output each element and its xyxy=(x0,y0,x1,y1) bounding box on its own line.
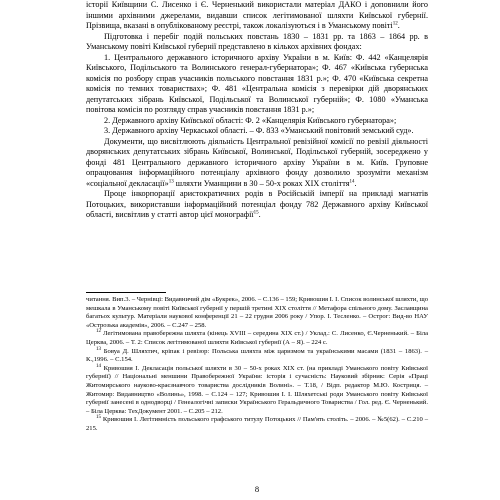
footnote-number: 15 xyxy=(96,415,101,421)
footnote-11-continued: читання. Вип.3. – Чернівці: Видавничий дім «Букрек», 2006. – С.136 – 159; Кривошия І. І. Список волинської шляхти, що мешкала в Уманському повіті Київської губернії у першій третині ХІХ століття // Метафора спільного дому. Заславщина багатьох культур. Матеріали наукової конференції 21 – 22 грудня 2006 року / Упор. І. Тесленко. – Острог: Вид-во НАУ «Острозька академія», 2006. – С.247 – 258. xyxy=(86,296,428,329)
paragraph-text: історії Київщини С. Лисенко і Є. Черненький використали матеріал ДАКО і доповнили його іншими архівними джерелами, видавши список легітимованої шляхти Київської губернії. Прізвища, вказані в опублікованому реєстрі, також локалізуються і в Уманському повіті xyxy=(86,0,428,30)
footnote-number: 14 xyxy=(96,363,101,369)
paragraph-end: . xyxy=(397,21,400,30)
footnote-ref: 14 xyxy=(349,178,355,184)
paragraph: 1. Центрального державного історичного архіву України в м. Київ: Ф. 442 «Канцелярія Київського, Подільського та Волинського генерал-губернатора»; Ф. 467 «Київська губернська комісія по розбору справ учасників польського повстання 1831 р.»; Ф. 470 «Київська секретна комісія по темних товариствах»; Ф. 481 «Центральна комісія з перевірки дій дворянських депутатських зібрань Київської, Подільської та Волинської губерній»; Ф. 1080 «Уманська повітова комісія по розгляду справ учасників повстання 1831 р.»; xyxy=(86,52,428,114)
footnote-number: 13 xyxy=(96,346,101,352)
footnote-number: 12 xyxy=(96,329,101,335)
paragraph: 3. Державного архіву Черкаської області. – Ф. 833 «Уманський повітовий земський суд». xyxy=(104,126,414,135)
paragraph xyxy=(86,189,428,221)
footnote-15 xyxy=(86,416,428,433)
footnote-13 xyxy=(86,348,428,365)
footnote-ref: 12 xyxy=(392,21,398,27)
document-page xyxy=(86,0,428,500)
paragraph xyxy=(86,137,428,190)
footnote-12 xyxy=(86,330,428,347)
footnotes xyxy=(86,296,428,434)
paragraph-end: . xyxy=(258,210,261,219)
footnote-text: Кривошия І. Декласація польської шляхти в 30 – 50-х роках ХІХ ст. (на прикладі Уманського повіту Київської губернії) // Національні меншини Правобережної України: історія і сучасність: Науковий збірник: Серія «Праці Житомирського науково-краєзнавчого товариства дослідників Волині». – Т.18, / Відп. редактор М.Ю. Костриця. – Житомир: Видавництво «Волинь», 1998. – С.124 – 127; Кривошия І. І. Шляхетські роди Уманського повіту Київської губернії занесені в однодворці / Генеалогічні записки Українського Геральдичного Товариства / Гол. ред. Є. Черненький. – Біла Церква: ТехДокумент 2001. – С.205 – 212. xyxy=(86,364,428,415)
paragraph: 2. Державного архіву Київської області: Ф. 2 «Канцелярія Київського губернатора»; xyxy=(104,115,397,125)
footnote-14 xyxy=(86,365,428,417)
footnote-text: Бовуа Д. Шляхтич, кріпак і ревізор: Польська шляхта між царизмом та українськими масами (1831 – 1863). – К.,1996. – С.154. xyxy=(86,347,428,364)
paragraph xyxy=(86,0,428,32)
footnote-text: Кривошия І. Легітимність польського графського титулу Потоцьких // Пам'ять століть. – 2006. – №5(62). – С.210 – 215. xyxy=(86,416,428,432)
page-number: 8 xyxy=(254,484,260,494)
paragraph-text: шляхти Уманщини в 30 – 50-х роках ХІХ століття xyxy=(173,178,350,188)
footnote-ref: 15 xyxy=(253,210,259,216)
paragraph-end: . xyxy=(354,178,357,188)
paragraph: Підготовка і перебіг подій польських повстань 1830 – 1831 рр. та 1863 – 1864 рр. в Уманському повіті Київської губернії представлено в кількох архівних фондах: xyxy=(86,31,428,51)
footnote-separator xyxy=(86,292,166,293)
footnote-text: Легітимована правобережна шляхта (кінець XVIII – середина XIX ст.) / Уклад.: С. Лисенко, Є.Черненький. – Біла Церква, 2006. – Т. 2: Список легітимованої шляхти Київської губернії (А – Я). – 224 с. xyxy=(86,330,428,346)
footnote-ref: 13 xyxy=(168,178,174,184)
main-text xyxy=(86,0,428,221)
paragraph-text: Документи, що висвітлюють діяльність Центральної ревізійної комісії по ревізії діяльності дворянських депутатських зібрань Київської, Волинської, Подільської губерній, зосереджено у фонді 481 Центрального державного історичного архіву України в м. Київ. Груповне опрацювання інформаційного потенціалу архівного фонду дозволило зрозуміти механізм «соціальної декласації» xyxy=(86,136,428,188)
paragraph-text: Проце інкорпорації аристократичних родів в Російській імперії на прикладі магнатів Потоцьких, використавши інформаційний потенціал фонду 782 Державного архіву Київської області, висвітлив у статті автор цієї монографії xyxy=(86,189,428,219)
